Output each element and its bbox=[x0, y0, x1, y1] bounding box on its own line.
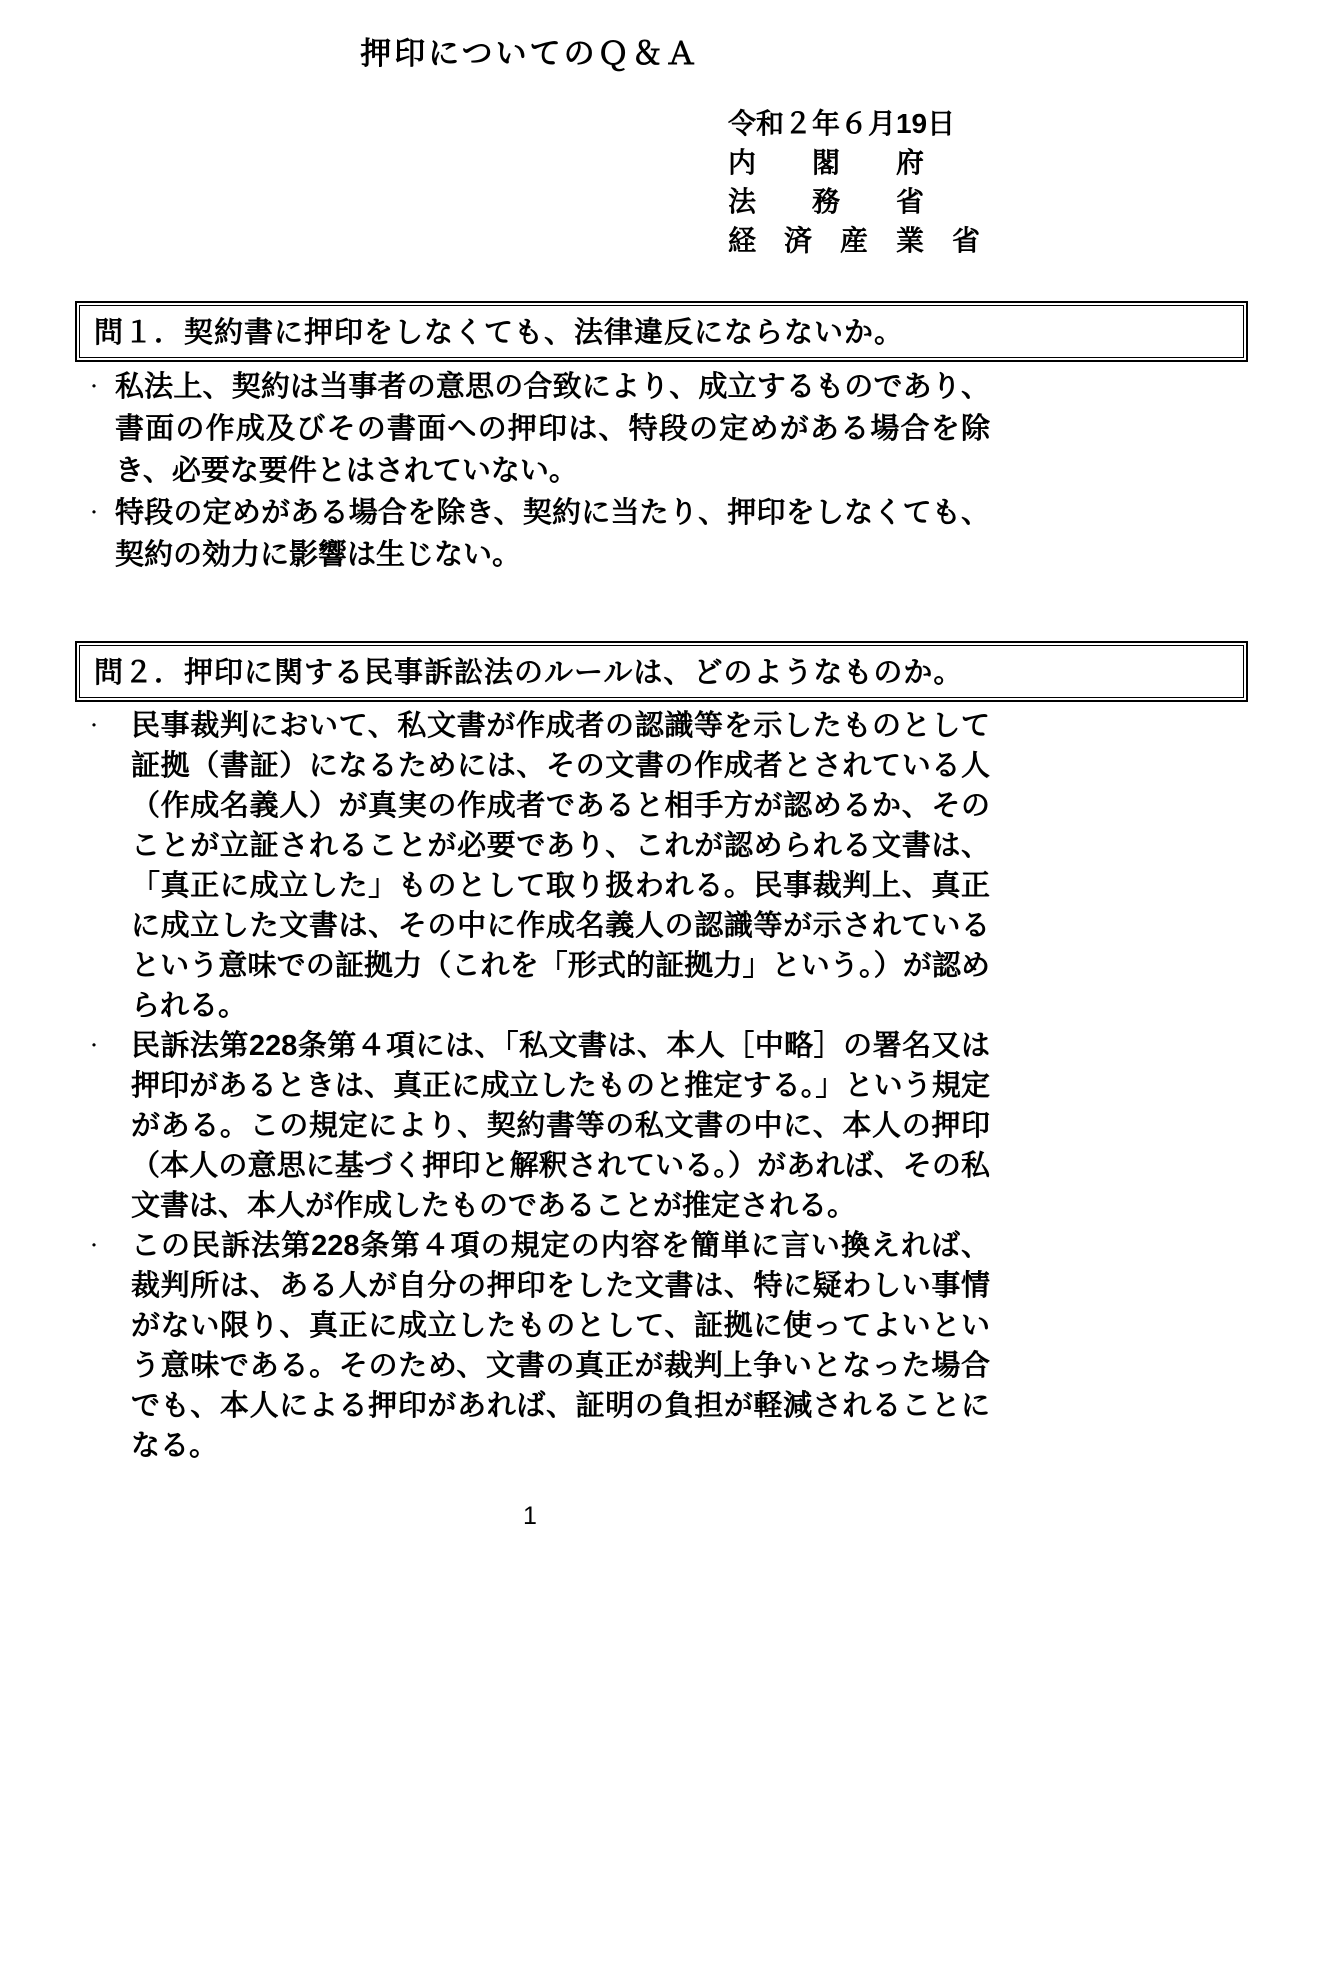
answer-1-list bbox=[85, 366, 990, 576]
list-item bbox=[85, 706, 990, 1026]
question-1-heading: 問１．契約書に押印をしなくても、法律違反にならないか。 bbox=[79, 305, 1244, 358]
issuer-agency-cabinet-office: 内 閣 府 bbox=[727, 147, 924, 178]
document-title: 押印についてのＱ＆Ａ bbox=[360, 36, 700, 71]
bullet-icon: ・ bbox=[85, 716, 103, 736]
list-item bbox=[85, 492, 990, 576]
issuer-agency-ministry-of-justice: 法 務 省 bbox=[727, 186, 924, 217]
question-1-box bbox=[75, 301, 1248, 362]
bullet-icon: ・ bbox=[85, 1036, 103, 1056]
bullet-icon: ・ bbox=[85, 1236, 103, 1256]
issue-date: 令和２年６月19日 bbox=[727, 108, 956, 139]
list-item bbox=[85, 1226, 990, 1466]
bullet-icon: ・ bbox=[85, 503, 103, 523]
bullet-text: 特段の定めがある場合を除き、契約に当たり、押印をしなくても、契約の効力に影響は生じない。 bbox=[115, 497, 990, 571]
question-2-heading: 問２．押印に関する民事訴訟法のルールは、どのようなものか。 bbox=[79, 645, 1244, 698]
list-item bbox=[85, 1026, 990, 1226]
bullet-text: 民訴法第228条第４項には、「私文書は、本人［中略］の署名又は押印があるときは、真正に成立したものと推定する。」という規定がある。この規定により、契約書等の私文書の中に、本人の押印（本人の意思に基づく押印と解釈されている。）があれば、その私文書は、本人が作成したものであることが推定される。 bbox=[131, 1030, 990, 1222]
answer-2-list bbox=[85, 706, 990, 1466]
question-2-box bbox=[75, 641, 1248, 702]
page-number: 1 bbox=[523, 1502, 537, 1530]
header-issuer-block bbox=[728, 104, 980, 260]
bullet-text: この民訴法第228条第４項の規定の内容を簡単に言い換えれば、裁判所は、ある人が自分の押印をした文書は、特に疑わしい事情がない限り、真正に成立したものとして、証拠に使ってよいという意味である。そのため、文書の真正が裁判上争いとなった場合でも、本人による押印があれば、証明の負担が軽減されることになる。 bbox=[131, 1230, 990, 1462]
bullet-icon: ・ bbox=[85, 377, 103, 397]
list-item bbox=[85, 366, 990, 492]
issuer-agency-meti: 経 済 産 業 省 bbox=[727, 225, 980, 256]
bullet-text: 民事裁判において、私文書が作成者の認識等を示したものとして証拠（書証）になるためには、その文書の作成者とされている人（作成名義人）が真実の作成者であると相手方が認めるか、そのことが立証されることが必要であり、これが認められる文書は、「真正に成立した」ものとして取り扱われる。民事裁判上、真正に成立した文書は、その中に作成名義人の認識等が示されているという意味での証拠力（これを「形式的証拠力」という。）が認められる。 bbox=[131, 710, 990, 1022]
bullet-text: 私法上、契約は当事者の意思の合致により、成立するものであり、書面の作成及びその書面への押印は、特段の定めがある場合を除き、必要な要件とはされていない。 bbox=[115, 371, 990, 487]
